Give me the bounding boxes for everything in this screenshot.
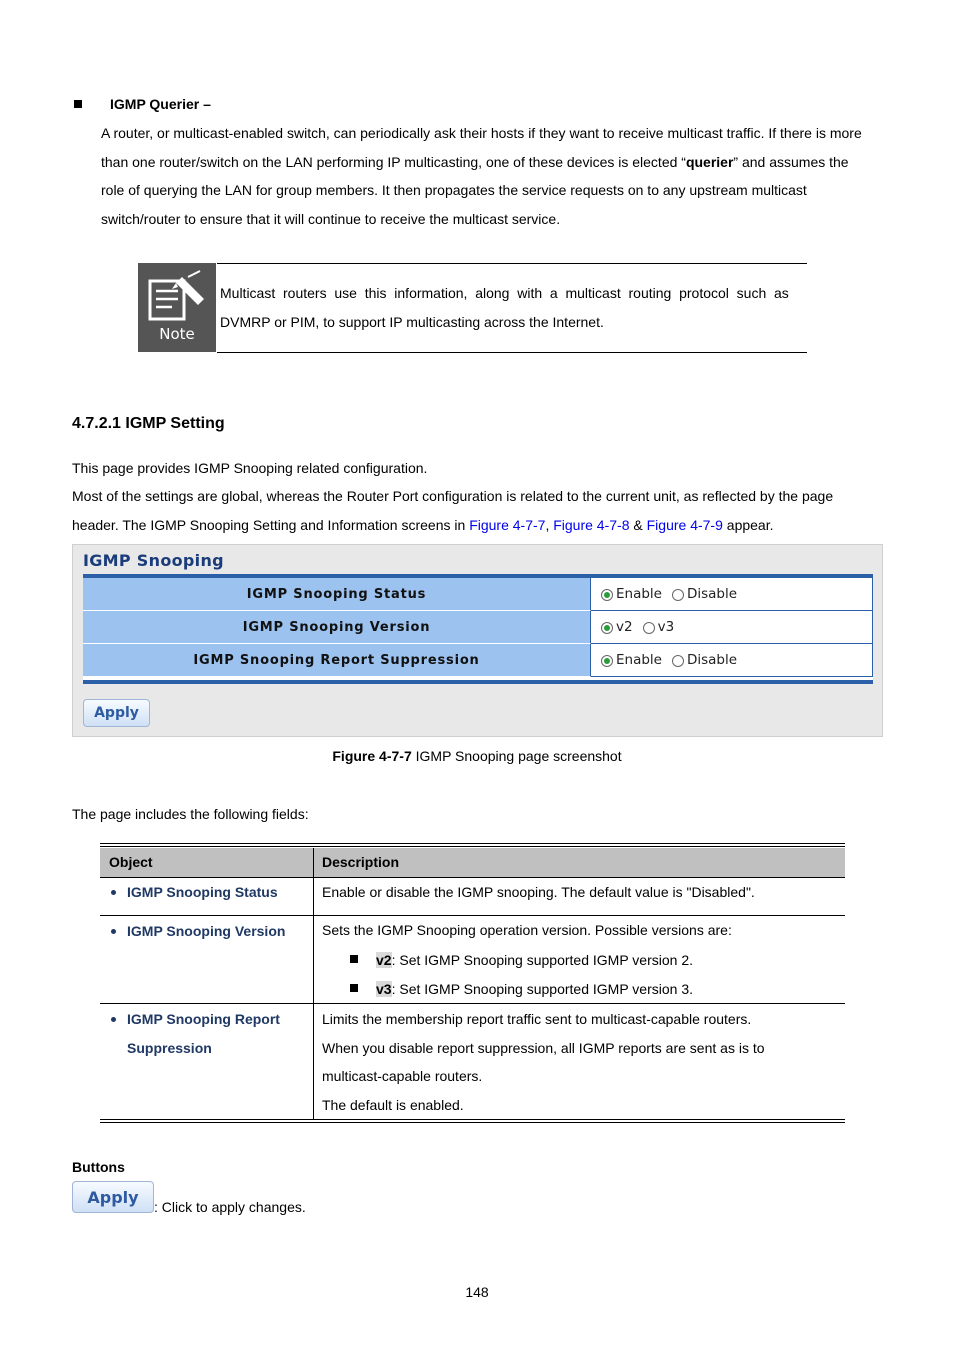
desc-suppression-1: Limits the membership report traffic sent to multicast-capable routers. [322, 1011, 752, 1027]
intro3-post: appear. [722, 517, 774, 533]
row-rule [100, 1003, 845, 1004]
radio-checked-icon[interactable] [601, 622, 613, 634]
apply-description: : Click to apply changes. [154, 1199, 306, 1215]
header-object: Object [109, 854, 153, 870]
querier-line-2 [101, 148, 849, 177]
link-figure-4-7-7[interactable]: Figure 4-7-7 [469, 517, 546, 533]
version-v2-key: v2 [376, 952, 392, 968]
table-top-rule [100, 843, 845, 844]
note-icon [138, 263, 216, 352]
section-intro-3 [72, 511, 774, 540]
radio-status-disable[interactable] [672, 586, 737, 602]
row-report-suppression [83, 644, 873, 677]
column-divider [313, 848, 314, 1120]
intro3-text: header. The IGMP Snooping Setting and Information screens in [72, 517, 470, 533]
querier-line-3: role of querying the LAN for group members. It then propagates the service requests on to any upstream multicast [101, 182, 807, 198]
row-snooping-status [83, 578, 873, 611]
radio-checked-icon[interactable] [601, 589, 613, 601]
row-value [591, 644, 873, 677]
link-figure-4-7-8[interactable]: Figure 4-7-8 [553, 517, 630, 533]
bullet-square-icon [74, 100, 82, 108]
querier-line-1: A router, or multicast-enabled switch, can periodically ask their hosts if they want to receive multicast traffic. If there is more [101, 125, 862, 141]
radio-status-enable[interactable] [601, 586, 662, 602]
object-report-suppression-2: Suppression [127, 1040, 212, 1056]
bullet-dot-icon [111, 1017, 116, 1022]
row-label: IGMP Snooping Version [83, 611, 591, 644]
version-v2-item [376, 952, 693, 968]
radio-version-v2[interactable] [601, 619, 633, 635]
row-snooping-version [83, 611, 873, 644]
row-rule [100, 915, 845, 916]
row-label: IGMP Snooping Report Suppression [83, 644, 591, 677]
querier-term: querier [685, 154, 734, 170]
section-title: 4.7.2.1 IGMP Setting [72, 415, 225, 432]
table-bottom-rule [100, 1119, 845, 1120]
bullet-dot-icon [111, 929, 116, 934]
radio-unchecked-icon[interactable] [672, 655, 684, 667]
desc-suppression-4: The default is enabled. [322, 1097, 464, 1113]
version-v3-text: : Set IGMP Snooping supported IGMP version 3. [391, 981, 694, 997]
section-intro-1: This page provides IGMP Snooping related configuration. [72, 460, 428, 476]
object-snooping-version: IGMP Snooping Version [127, 923, 286, 939]
version-v3-item [376, 981, 693, 997]
note-line-1: Multicast routers use this information, along with a multicast routing protocol such as [220, 285, 789, 301]
version-v3-key: v3 [376, 981, 392, 997]
querier-line-2b: ” and assumes the [733, 154, 849, 170]
note-icon-label: Note [159, 325, 195, 343]
link-figure-4-7-9[interactable]: Figure 4-7-9 [646, 517, 723, 533]
note-line-2: DVMRP or PIM, to support IP multicasting across the Internet. [220, 314, 604, 330]
table-top-rule-2 [100, 846, 845, 847]
page-number: 148 [465, 1284, 489, 1300]
radio-label: Disable [686, 586, 738, 602]
radio-unchecked-icon[interactable] [643, 622, 655, 634]
row-value [591, 578, 873, 611]
header-bottom-rule [100, 877, 845, 878]
buttons-heading: Buttons [72, 1159, 125, 1175]
radio-label: Enable [616, 652, 662, 668]
apply-button-example[interactable]: Apply [72, 1181, 154, 1213]
bullet-dot-icon [111, 890, 116, 895]
radio-label: Enable [616, 586, 662, 602]
desc-snooping-status: Enable or disable the IGMP snooping. The default value is "Disabled". [322, 884, 755, 900]
querier-heading: IGMP Querier – [110, 96, 211, 112]
bullet-square-icon [350, 984, 358, 992]
object-report-suppression-1: IGMP Snooping Report [127, 1011, 280, 1027]
radio-checked-icon[interactable] [601, 655, 613, 667]
radio-suppression-disable[interactable] [672, 652, 737, 668]
section-intro-2: Most of the settings are global, whereas the Router Port configuration is related to the current unit, as reflected by the page [72, 488, 834, 504]
caption-figure-number: Figure 4-7-7 [332, 748, 412, 764]
igmp-snooping-panel [72, 544, 883, 737]
desc-suppression-2: When you disable report suppression, all IGMP reports are sent as is to [322, 1040, 765, 1056]
intro3-sep2: & [629, 517, 647, 533]
igmp-settings-table [83, 574, 873, 684]
figure-caption [0, 748, 954, 764]
intro3-sep1: , [545, 517, 554, 533]
desc-suppression-3: multicast-capable routers. [322, 1068, 483, 1084]
apply-button[interactable]: Apply [83, 699, 150, 727]
radio-suppression-enable[interactable] [601, 652, 662, 668]
row-value [591, 611, 873, 644]
radio-label: v3 [657, 619, 675, 635]
querier-line-2a: than one router/switch on the LAN performing IP multicasting, one of these devices is elected “ [101, 154, 686, 170]
note-bottom-rule [217, 352, 807, 353]
object-snooping-status: IGMP Snooping Status [127, 884, 278, 900]
table-bottom-rule-2 [100, 1122, 845, 1123]
radio-unchecked-icon[interactable] [672, 589, 684, 601]
radio-label: Disable [686, 652, 738, 668]
querier-line-4: switch/router to ensure that it will continue to receive the multicast service. [101, 211, 561, 227]
desc-snooping-version: Sets the IGMP Snooping operation version. Possible versions are: [322, 922, 732, 938]
panel-title: IGMP Snooping [83, 551, 224, 570]
bullet-square-icon [350, 955, 358, 963]
fields-intro: The page includes the following fields: [72, 806, 309, 822]
note-top-rule [217, 263, 807, 264]
table-header [100, 848, 845, 878]
radio-label: v2 [616, 619, 633, 635]
header-description: Description [322, 854, 400, 870]
caption-text: IGMP Snooping page screenshot [411, 748, 622, 764]
version-v2-text: : Set IGMP Snooping supported IGMP version 2. [391, 952, 694, 968]
radio-version-v3[interactable] [643, 619, 675, 635]
row-label: IGMP Snooping Status [83, 578, 591, 611]
